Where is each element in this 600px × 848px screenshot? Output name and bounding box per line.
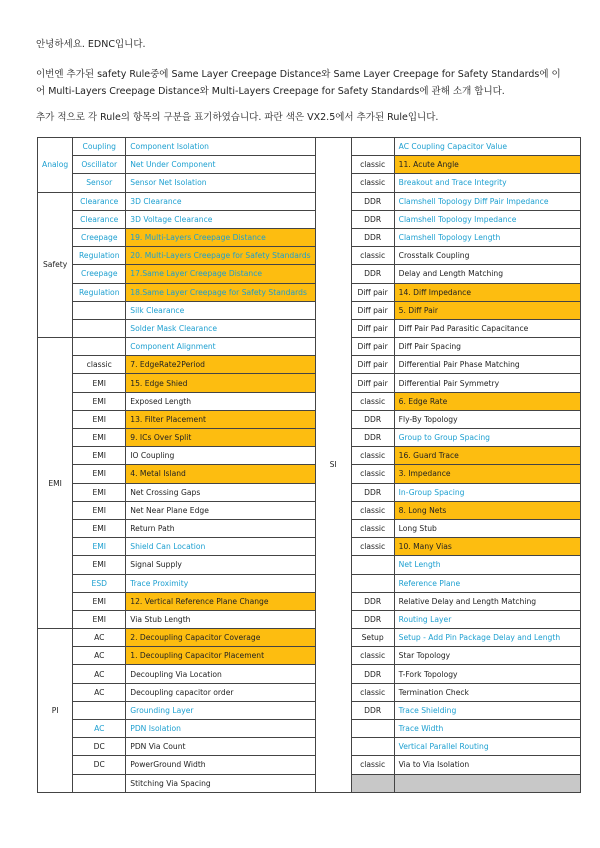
greeting: 안녕하세요. EDNC입니다. [36, 39, 146, 50]
rule-name: Trace Shielding [394, 701, 580, 719]
rule-name: 10. Many Vias [394, 538, 580, 556]
group-label: PI [38, 629, 73, 793]
rule-category: DDR [351, 665, 394, 683]
rule-name: 1. Decoupling Capacitor Placement [126, 647, 315, 665]
table-row [38, 592, 581, 610]
rule-category: Diff pair [351, 338, 394, 356]
rule-category: DDR [351, 610, 394, 628]
rule-name: PowerGround Width [126, 756, 315, 774]
rule-category: classic [351, 501, 394, 519]
rule-name: 4. Metal Island [126, 465, 315, 483]
rule-category: classic [351, 392, 394, 410]
rule-category: EMI [73, 501, 126, 519]
rule-category: Diff pair [351, 283, 394, 301]
rule-name: Vertical Parallel Routing [394, 738, 580, 756]
rule-name: Trace Proximity [126, 574, 315, 592]
rule-category: EMI [73, 519, 126, 537]
table-row [38, 665, 581, 683]
table-row [38, 392, 581, 410]
table-row [38, 610, 581, 628]
rule-category: DDR [351, 483, 394, 501]
rule-category [351, 556, 394, 574]
empty-cell [394, 774, 580, 792]
rule-name: 17.Same Layer Creepage Distance [126, 265, 315, 283]
rule-name: Breakout and Trace Integrity [394, 174, 580, 192]
rule-name: IO Coupling [126, 447, 315, 465]
table-row [38, 138, 581, 156]
rule-category: DDR [351, 592, 394, 610]
rule-category: EMI [73, 465, 126, 483]
rule-name: 3D Clearance [126, 192, 315, 210]
table-row [38, 156, 581, 174]
rule-category: Oscillator [73, 156, 126, 174]
rule-category: Coupling [73, 138, 126, 156]
rule-category [73, 774, 126, 792]
rule-name: 2. Decoupling Capacitor Coverage [126, 629, 315, 647]
rule-name: Termination Check [394, 683, 580, 701]
rule-category: ESD [73, 574, 126, 592]
rule-category: DDR [351, 210, 394, 228]
rule-category: AC [73, 629, 126, 647]
rule-name: Setup - Add Pin Package Delay and Length [394, 629, 580, 647]
rule-category [351, 738, 394, 756]
rule-name: Shield Can Location [126, 538, 315, 556]
rule-category: DC [73, 756, 126, 774]
table-row [38, 192, 581, 210]
rule-category: classic [351, 647, 394, 665]
rule-name: Signal Supply [126, 556, 315, 574]
rule-name: Net Under Component [126, 156, 315, 174]
rule-category [351, 574, 394, 592]
table-row [38, 247, 581, 265]
rule-name: Trace Width [394, 720, 580, 738]
table-row [38, 574, 581, 592]
rule-category: classic [351, 683, 394, 701]
rule-category [73, 319, 126, 337]
rule-name: 11. Acute Angle [394, 156, 580, 174]
rule-name: 20. Multi-Layers Creepage for Safety Standards [126, 247, 315, 265]
rule-name: 7. EdgeRate2Period [126, 356, 315, 374]
rule-name: Component Isolation [126, 138, 315, 156]
table-row [38, 556, 581, 574]
rule-name: Decoupling capacitor order [126, 683, 315, 701]
rule-category: EMI [73, 592, 126, 610]
rule-name: 5. Diff Pair [394, 301, 580, 319]
table-row [38, 447, 581, 465]
rule-category: Diff pair [351, 301, 394, 319]
rule-name: Sensor Net Isolation [126, 174, 315, 192]
rule-category: Clearance [73, 192, 126, 210]
table-row [38, 265, 581, 283]
rule-category: DDR [351, 228, 394, 246]
rule-name: Group to Group Spacing [394, 429, 580, 447]
rule-name: PDN Via Count [126, 738, 315, 756]
rule-name: 12. Vertical Reference Plane Change [126, 592, 315, 610]
rule-category: classic [351, 447, 394, 465]
rule-category [73, 701, 126, 719]
rule-name: 19. Multi-Layers Creepage Distance [126, 228, 315, 246]
rule-name: Exposed Length [126, 392, 315, 410]
rule-name: Differential Pair Phase Matching [394, 356, 580, 374]
rule-name: 8. Long Nets [394, 501, 580, 519]
rule-name: 6. Edge Rate [394, 392, 580, 410]
rule-name: Return Path [126, 519, 315, 537]
table-row [38, 701, 581, 719]
group-label: SI [315, 138, 351, 793]
rule-category: classic [73, 356, 126, 374]
rule-category: EMI [73, 374, 126, 392]
rule-name: Net Near Plane Edge [126, 501, 315, 519]
rule-category: classic [351, 519, 394, 537]
table-row [38, 538, 581, 556]
table-row [38, 629, 581, 647]
rule-name: 9. ICs Over Split [126, 429, 315, 447]
rule-name: Long Stub [394, 519, 580, 537]
table-row [38, 483, 581, 501]
table-row [38, 683, 581, 701]
rule-category: DDR [351, 410, 394, 428]
table-row [38, 519, 581, 537]
rule-category: Clearance [73, 210, 126, 228]
intro-paragraph-line2: 어 Multi-Layers Creepage Distance와 Multi-Layers Creepage for Safety Standards에 관해 소개 합니다. [36, 86, 505, 97]
rule-category: classic [351, 756, 394, 774]
rule-name: 3. Impedance [394, 465, 580, 483]
rule-name: 15. Edge Shied [126, 374, 315, 392]
rule-category: Diff pair [351, 374, 394, 392]
table-row [38, 465, 581, 483]
rule-name: Crosstalk Coupling [394, 247, 580, 265]
group-label: Analog [38, 138, 73, 193]
table-row [38, 338, 581, 356]
rule-category: AC [73, 683, 126, 701]
rule-category: AC [73, 665, 126, 683]
table-row [38, 301, 581, 319]
rule-name: Net Crossing Gaps [126, 483, 315, 501]
rule-name: Silk Clearance [126, 301, 315, 319]
rule-category: Creepage [73, 265, 126, 283]
table-row [38, 756, 581, 774]
table-row [38, 210, 581, 228]
rule-category [351, 774, 394, 792]
rule-category: classic [351, 156, 394, 174]
rule-name: Stitching Via Spacing [126, 774, 315, 792]
table-row [38, 374, 581, 392]
rule-name: AC Coupling Capacitor Value [394, 138, 580, 156]
table-row [38, 410, 581, 428]
rule-category: EMI [73, 410, 126, 428]
rule-name: Diff Pair Pad Parasitic Capacitance [394, 319, 580, 337]
table-row [38, 228, 581, 246]
rule-category: Diff pair [351, 319, 394, 337]
rule-name: Component Alignment [126, 338, 315, 356]
rule-category: AC [73, 647, 126, 665]
rule-name: Net Length [394, 556, 580, 574]
rule-category: classic [351, 465, 394, 483]
table-row [38, 738, 581, 756]
rule-name: Diff Pair Spacing [394, 338, 580, 356]
rule-name: Fly-By Topology [394, 410, 580, 428]
rule-category: DDR [351, 192, 394, 210]
table-row [38, 774, 581, 792]
rule-category: Creepage [73, 228, 126, 246]
rule-name: Via Stub Length [126, 610, 315, 628]
rule-category: Regulation [73, 283, 126, 301]
rule-name: 18.Same Layer Creepage for Safety Standards [126, 283, 315, 301]
rule-category [351, 138, 394, 156]
table-row [38, 356, 581, 374]
rule-category: Setup [351, 629, 394, 647]
rule-name: Clamshell Topology Impedance [394, 210, 580, 228]
rule-name: Differential Pair Symmetry [394, 374, 580, 392]
intro-paragraph-line1: 이번엔 추가된 safety Rule중에 Same Layer Creepage Distance와 Same Layer Creepage for Safety Standards에 이 [36, 69, 561, 80]
rule-category [73, 301, 126, 319]
rule-name: Grounding Layer [126, 701, 315, 719]
rule-name: T-Fork Topology [394, 665, 580, 683]
rule-category: EMI [73, 538, 126, 556]
rule-category: classic [351, 247, 394, 265]
legend-note: 추가 적으로 각 Rule의 항목의 구분을 표기하였습니다. 파란 색은 VX2.5에서 추가된 Rule입니다. [36, 112, 439, 123]
rule-name: Delay and Length Matching [394, 265, 580, 283]
rule-category: Sensor [73, 174, 126, 192]
rule-category [73, 338, 126, 356]
rule-category: classic [351, 174, 394, 192]
rule-name: Reference Plane [394, 574, 580, 592]
rule-name: 16. Guard Trace [394, 447, 580, 465]
rule-category: DDR [351, 429, 394, 447]
rule-name: Via to Via Isolation [394, 756, 580, 774]
table-row [38, 720, 581, 738]
rule-name: PDN Isolation [126, 720, 315, 738]
rule-category: DDR [351, 265, 394, 283]
rule-category: EMI [73, 610, 126, 628]
rule-category: EMI [73, 556, 126, 574]
rule-name: Decoupling Via Location [126, 665, 315, 683]
rule-category: classic [351, 538, 394, 556]
rule-name: Routing Layer [394, 610, 580, 628]
group-label: EMI [38, 338, 73, 629]
rule-name: 3D Voltage Clearance [126, 210, 315, 228]
rule-category: DDR [351, 701, 394, 719]
table-row [38, 319, 581, 337]
rule-category [351, 720, 394, 738]
table-row [38, 283, 581, 301]
group-label: Safety [38, 192, 73, 338]
rule-category: EMI [73, 392, 126, 410]
rule-category: EMI [73, 483, 126, 501]
table-row [38, 429, 581, 447]
rule-category: Regulation [73, 247, 126, 265]
rule-category: AC [73, 720, 126, 738]
rule-name: Solder Mask Clearance [126, 319, 315, 337]
rule-category: EMI [73, 447, 126, 465]
rule-category: EMI [73, 429, 126, 447]
rule-name: Clamshell Topology Length [394, 228, 580, 246]
rule-name: 13. Filter Placement [126, 410, 315, 428]
table-row [38, 174, 581, 192]
rules-table [37, 137, 581, 793]
table-row [38, 501, 581, 519]
rule-category: DC [73, 738, 126, 756]
rule-name: Star Topology [394, 647, 580, 665]
rule-name: 14. Diff Impedance [394, 283, 580, 301]
rule-name: Clamshell Topology Diff Pair Impedance [394, 192, 580, 210]
rule-category: Diff pair [351, 356, 394, 374]
rule-name: Relative Delay and Length Matching [394, 592, 580, 610]
rule-name: In-Group Spacing [394, 483, 580, 501]
table-row [38, 647, 581, 665]
